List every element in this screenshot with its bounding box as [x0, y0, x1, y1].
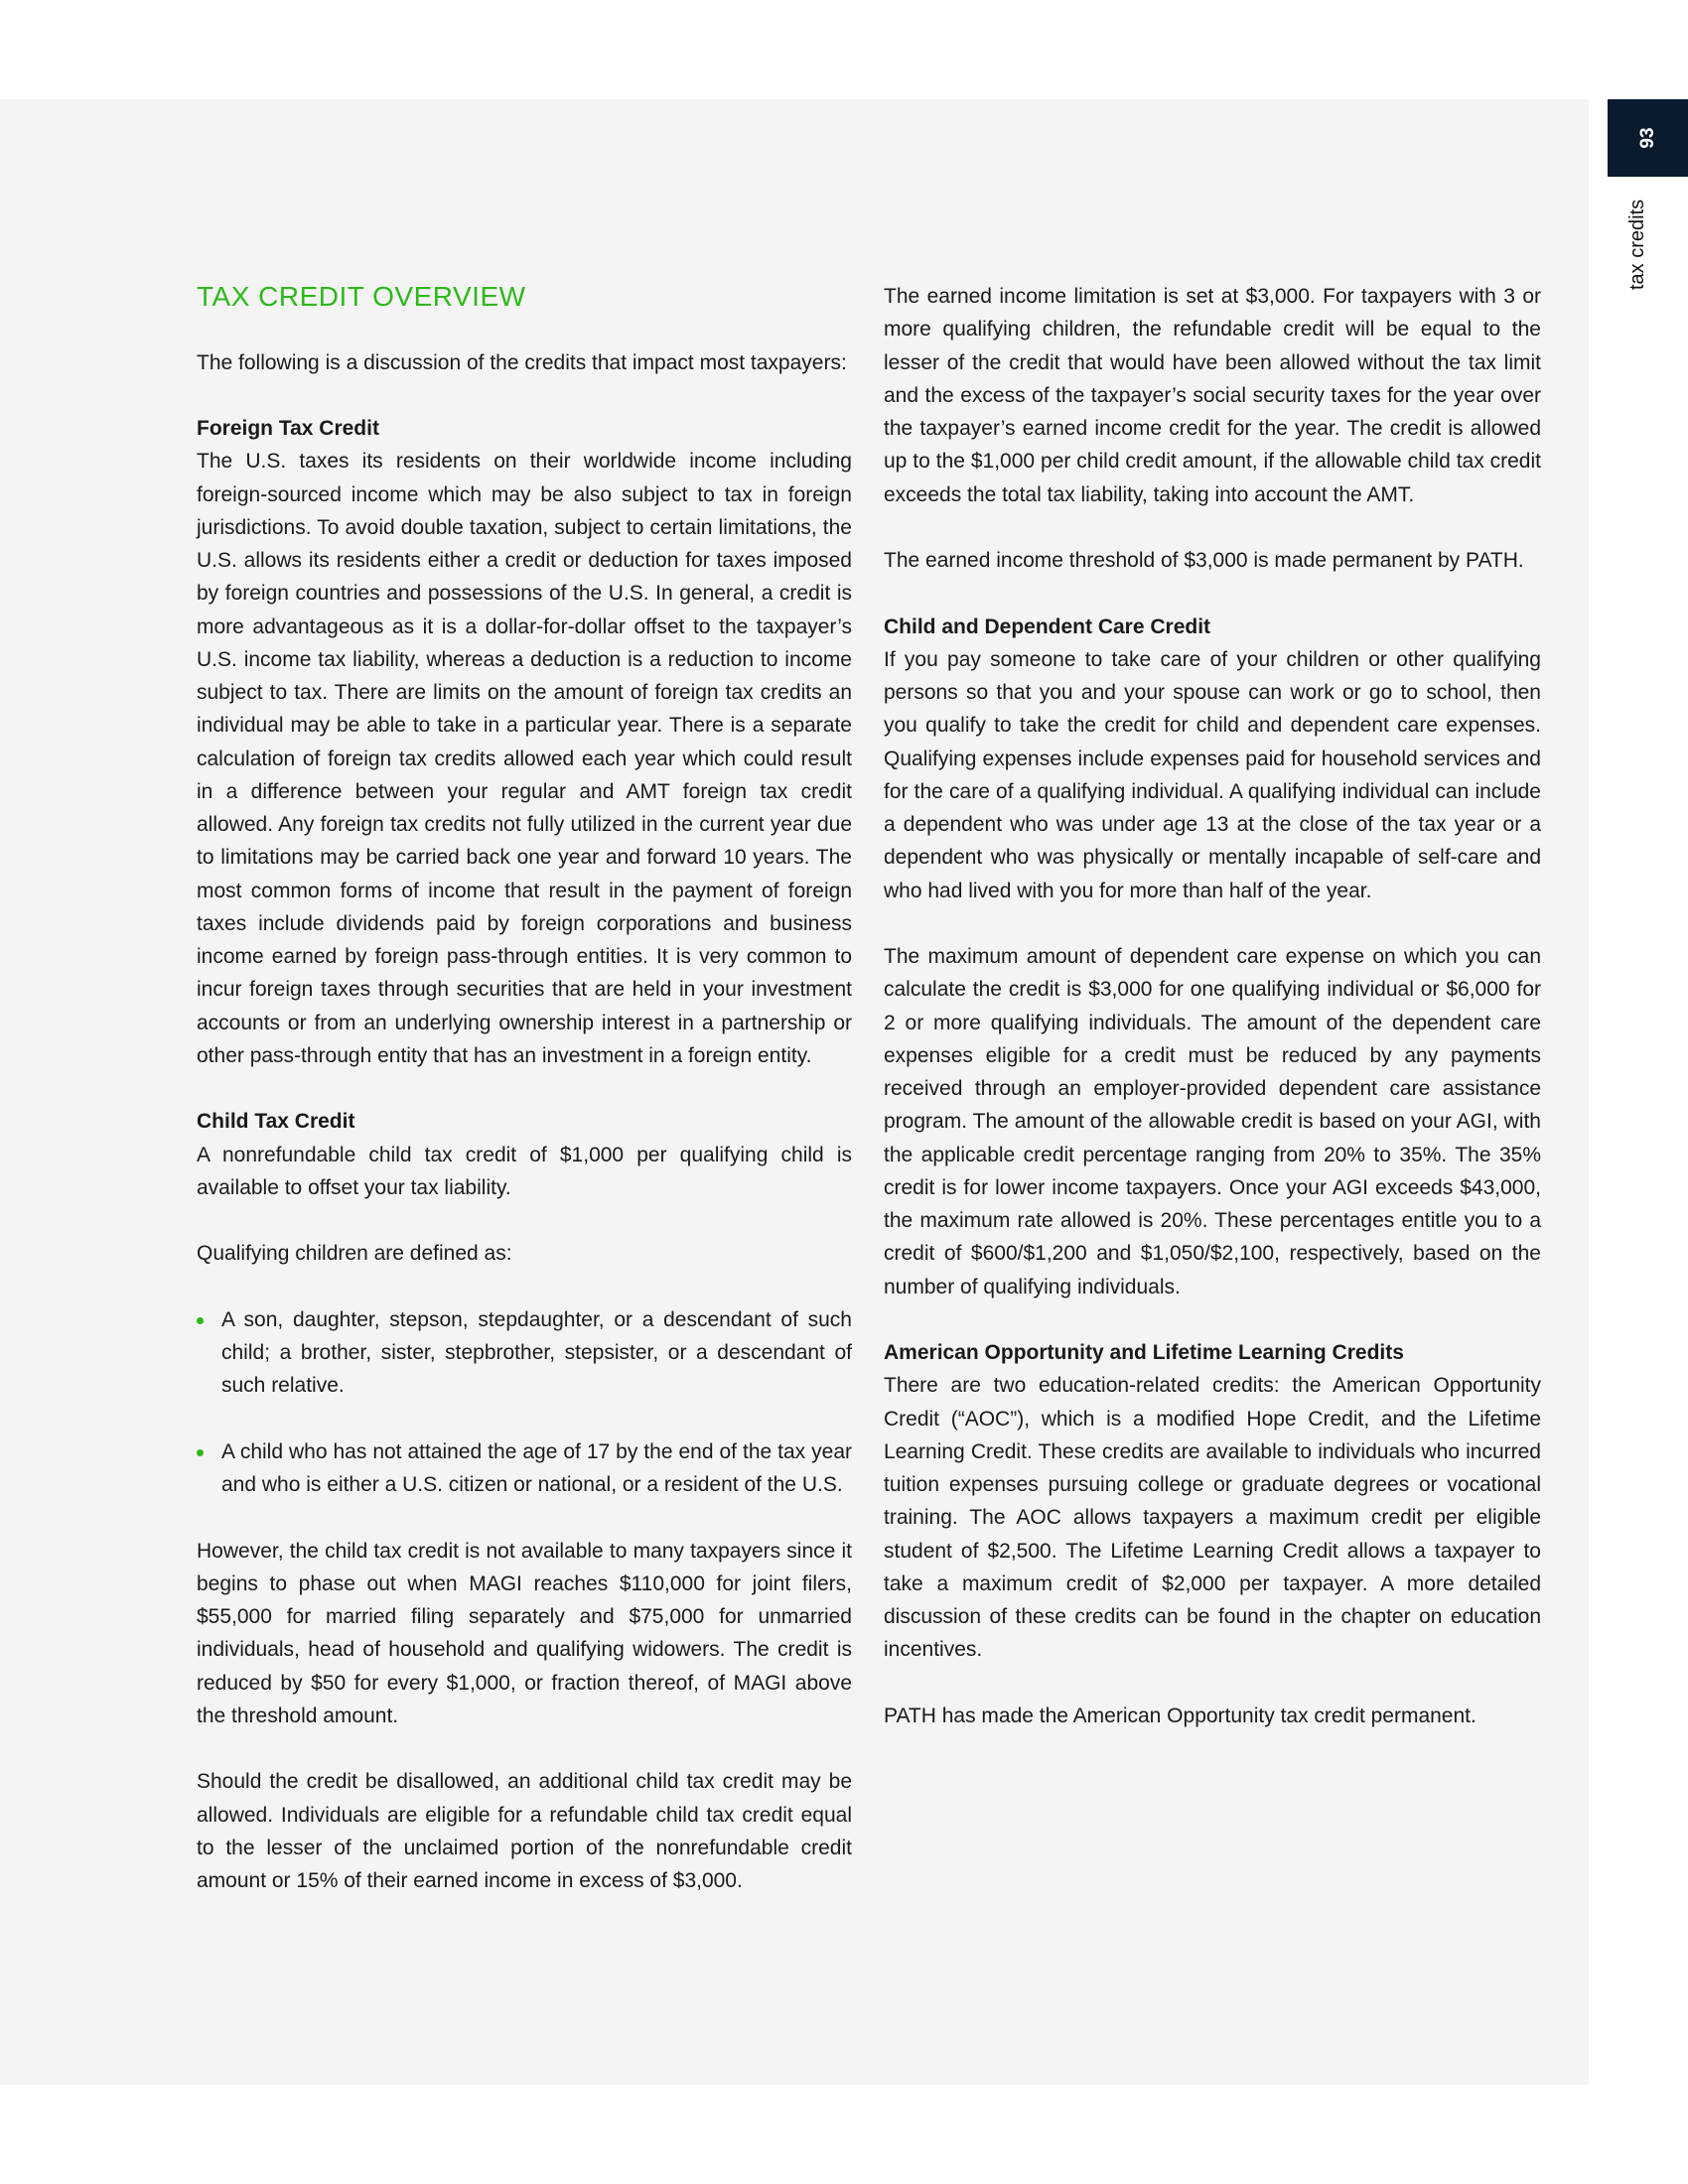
list-item [197, 1435, 852, 1502]
path-paragraph: PATH has made the American Opportunity tax credit permanent. [884, 1704, 1477, 1727]
child-tax-credit-body: A nonrefundable child tax credit of $1,000 per qualifying child is available to offset your tax liability. [197, 1143, 852, 1199]
additional-credit-paragraph: Should the credit be disallowed, an additional child tax credit may be allowed. Individuals are eligible for a refundable child tax credit equal to the lesser of the unclaimed portion of the nonrefundable credit amount or 15% of their earned income in excess of $3,000. [197, 1770, 852, 1892]
threshold-paragraph: The earned income threshold of $3,000 is made permanent by PATH. [884, 549, 1524, 572]
dependent-care-body: If you pay someone to take care of your children or other qualifying persons so that you and your spouse can work or go to school, then you qualify to take the credit for child and dependent care expenses. Qualifying expenses include expenses paid for household services and for the care of a qualifying individual. A qualifying individual can include a dependent who was under age 13 at the close of the tax year or a dependent who was physically or mentally incapable of self-care and who had lived with you for more than half of the year. [884, 647, 1541, 902]
dependent-care-maximum: The maximum amount of dependent care expense on which you can calculate the credit is $3,000 for one qualifying individual or $6,000 for 2 or more qualifying individuals. The amount of the dependent care expenses eligible for a credit must be reduced by any payments received through an employer-provided dependent care assistance program. The amount of the allowable credit is based on your AGI, with the applicable credit percentage ranging from 20% to 35%. The 35% credit is for lower income taxpayers. Once your AGI exceeds $43,000, the maximum rate allowed is 20%. These percentages entitle you to a credit of $600/$1,200 and $1,050/$2,100, respectively, based on the number of qualifying individuals. [884, 945, 1541, 1298]
child-tax-credit-heading: Child Tax Credit [197, 1110, 355, 1134]
education-credits-body: There are two education-related credits: the American Opportunity Credit (“AOC”), which is a modified Hope Credit, and the Lifetime Learning Credit. These credits are available to individuals who incurred tuition expenses pursuing college or graduate degrees or vocational training. The AOC allows taxpayers a maximum credit per eligible student of $2,500. The Lifetime Learning Credit allows a taxpayer to take a maximum credit of $2,000 per taxpayer. A more detailed discussion of these credits can be found in the chapter on education incentives. [884, 1374, 1541, 1662]
right-column [884, 280, 1541, 1765]
bullet-icon [197, 1317, 204, 1324]
intro-paragraph: The following is a discussion of the credits that impact most taxpayers: [197, 350, 847, 374]
dependent-care-heading: Child and Dependent Care Credit [884, 614, 1211, 638]
qualifying-children-list [197, 1303, 852, 1502]
page-number: 93 [1636, 127, 1658, 149]
page-title: TAX CREDIT OVERVIEW [197, 281, 526, 312]
page-number-tab [1608, 99, 1688, 177]
list-item-text: A child who has not attained the age of 17 by the end of the tax year and who is either a U.S. citizen or national, or a resident of the U.S. [221, 1439, 852, 1496]
foreign-tax-credit-heading: Foreign Tax Credit [197, 417, 379, 440]
list-item [197, 1303, 852, 1403]
earned-income-paragraph: The earned income limitation is set at $3,000. For taxpayers with 3 or more qualifying children, the refundable credit will be equal to the lesser of the credit that would have been allowed without the tax limit and the excess of the taxpayer’s social security taxes for the year over the taxpayer’s earned income credit for the year. The credit is allowed up to the $1,000 per child credit amount, if the allowable child tax credit exceeds the total tax liability, taking into account the AMT. [884, 285, 1541, 506]
phase-out-paragraph: However, the child tax credit is not available to many taxpayers since it begins to phase out when MAGI reaches $110,000 for joint filers, $55,000 for married filing separately and $75,000 for unmarried individuals, head of household and qualifying widowers. The credit is reduced by $50 for every $1,000, or fraction thereof, of MAGI above the threshold amount. [197, 1539, 852, 1727]
foreign-tax-credit-body: The U.S. taxes its residents on their worldwide income including foreign-sourced income which may be also subject to tax in foreign jurisdictions. To avoid double taxation, subject to certain limitations, the U.S. allows its residents either a credit or deduction for taxes imposed by foreign countries and possessions of the U.S. In general, a credit is more advantageous as it is a dollar-for-dollar offset to the taxpayer’s U.S. income tax liability, whereas a deduction is a reduction to income subject to tax. There are limits on the amount of foreign tax credits an individual may be able to take in a particular year. There is a separate calculation of foreign tax credits allowed each year which could result in a difference between your regular and AMT foreign tax credit allowed. Any foreign tax credits not fully utilized in the current year due to limitations may be carried back one year and forward 10 years. The most common forms of income that result in the payment of foreign taxes include dividends paid by foreign corporations and business income earned by foreign pass-through entities. It is very common to incur foreign taxes through securities that are held in your investment accounts or from an underlying ownership interest in a partnership or other pass-through entity that has an investment in a foreign entity. [197, 450, 852, 1067]
education-credits-heading: American Opportunity and Lifetime Learning Credits [884, 1341, 1404, 1364]
section-label: tax credits [1626, 199, 1648, 290]
list-item-text: A son, daughter, stepson, stepdaughter, or a descendant of such child; a brother, sister, stepbrother, stepsister, or a descendant of such relative. [221, 1307, 852, 1398]
bullet-icon [197, 1449, 204, 1456]
left-column [197, 280, 852, 1931]
qualifying-children-intro: Qualifying children are defined as: [197, 1242, 512, 1266]
